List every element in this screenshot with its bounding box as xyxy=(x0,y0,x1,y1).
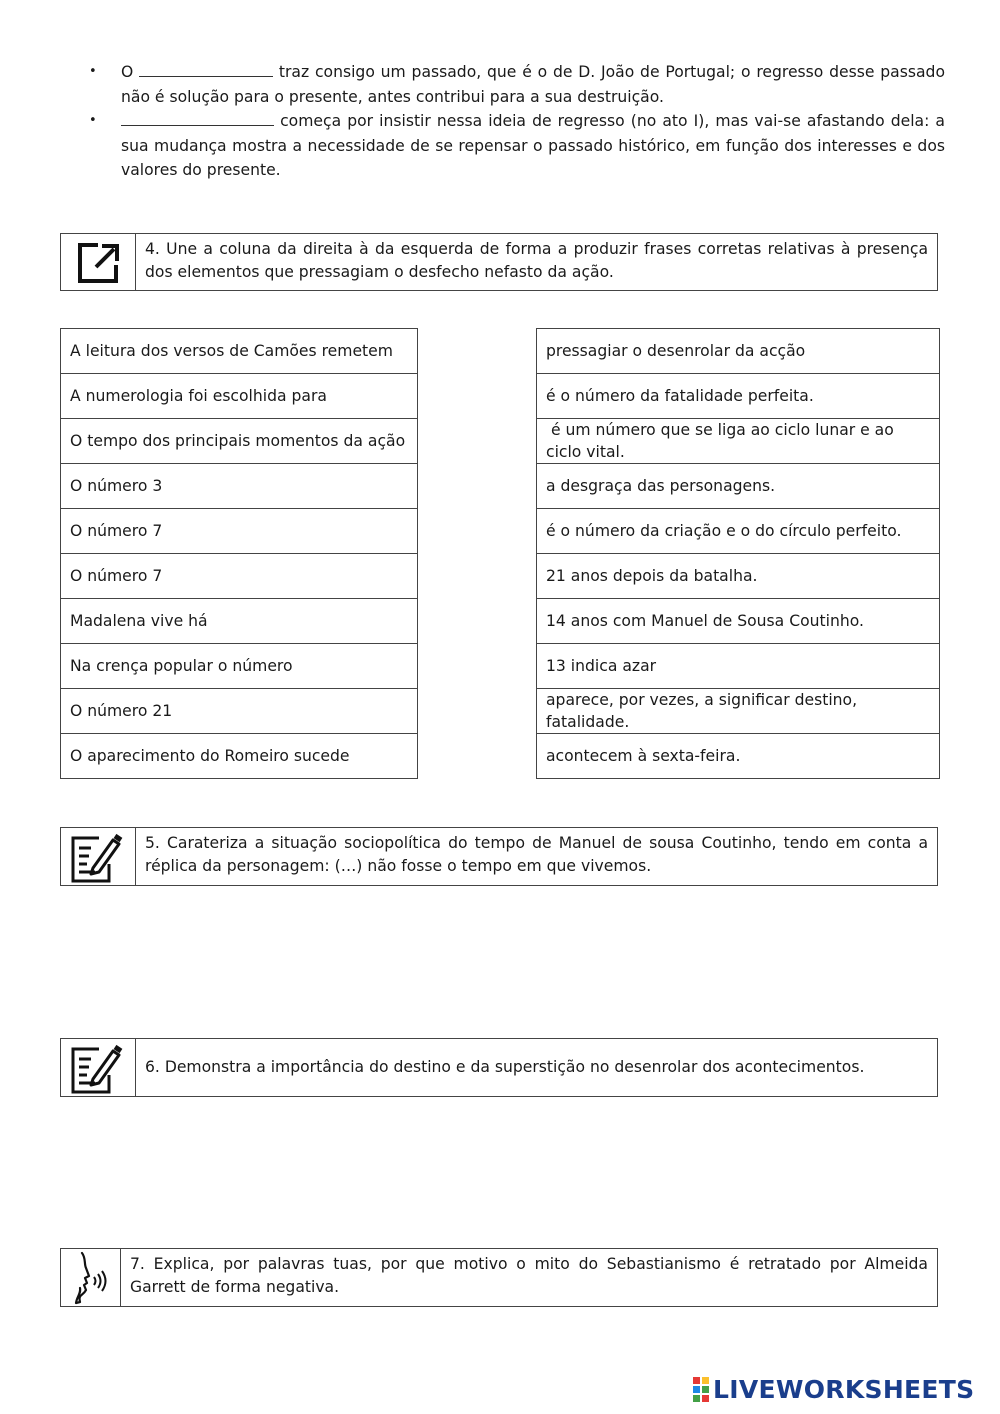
bullet-list xyxy=(85,60,945,183)
match-left-item[interactable]: O aparecimento do Romeiro sucede xyxy=(61,734,418,779)
question-6-box xyxy=(60,1038,938,1097)
matching-left-column xyxy=(60,328,418,779)
external-link-icon xyxy=(61,234,136,290)
match-right-item[interactable]: acontecem à sexta-feira. xyxy=(537,734,940,779)
question-4-text: 4. Une a coluna da direita à da esquerda de forma a produzir frases corretas relativas à presença dos elementos que pressagiam o desfecho nefasto da ação. xyxy=(145,240,928,281)
bullet-dot: • xyxy=(89,64,97,79)
match-right-item[interactable]: aparece, por vezes, a significar destino, fatalidade. xyxy=(537,689,940,734)
match-left-item[interactable]: O número 7 xyxy=(61,509,418,554)
question-6-text: 6. Demonstra a importância do destino e da superstição no desenrolar dos acontecimentos. xyxy=(145,1058,865,1076)
question-7-box xyxy=(60,1248,938,1307)
match-right-item[interactable]: pressagiar o desenrolar da acção xyxy=(537,329,940,374)
question-5-text: 5. Carateriza a situação sociopolítica do tempo de Manuel de sousa Coutinho, tendo em conta a réplica da personagem: (…) não fosse o tempo em que vivemos. xyxy=(145,834,928,875)
match-left-item[interactable]: O número 3 xyxy=(61,464,418,509)
brand-name: LIVEWORKSHEETS xyxy=(713,1375,975,1404)
logo-mark-icon xyxy=(693,1377,709,1402)
match-right-item[interactable]: é um número que se liga ao ciclo lunar e ao ciclo vital. xyxy=(537,419,940,464)
bullet-text-before: O xyxy=(121,63,134,81)
match-left-item[interactable]: Madalena vive há xyxy=(61,599,418,644)
bullet-text-after: começa por insistir nessa ideia de regresso (no ato I), mas vai-se afastando dela: a sua mudança mostra a necessidade de se repensar o passado histórico, em função dos interesses e dos valores do presente. xyxy=(121,112,945,179)
edit-document-icon xyxy=(61,1039,136,1096)
question-5-box xyxy=(60,827,938,886)
match-left-item[interactable]: O número 7 xyxy=(61,554,418,599)
match-right-item[interactable]: 14 anos com Manuel de Sousa Coutinho. xyxy=(537,599,940,644)
question-7-text: 7. Explica, por palavras tuas, por que motivo o mito do Sebastianismo é retratado por Almeida Garrett de forma negativa. xyxy=(130,1255,928,1296)
bullet-item xyxy=(85,60,945,109)
question-4-box xyxy=(60,233,938,291)
match-right-item[interactable]: 13 indica azar xyxy=(537,644,940,689)
speaking-head-icon xyxy=(61,1249,121,1306)
fill-blank-input[interactable] xyxy=(139,60,273,77)
match-right-item[interactable]: a desgraça das personagens. xyxy=(537,464,940,509)
match-left-item[interactable]: O tempo dos principais momentos da ação xyxy=(61,419,418,464)
edit-document-icon xyxy=(61,828,136,885)
match-right-item[interactable]: é o número da criação e o do círculo perfeito. xyxy=(537,509,940,554)
bullet-dot: • xyxy=(89,113,97,128)
bullet-text-after: traz consigo um passado, que é o de D. João de Portugal; o regresso desse passado não é solução para o presente, antes contribui para a sua destruição. xyxy=(121,63,945,106)
match-left-item[interactable]: O número 21 xyxy=(61,689,418,734)
match-right-item[interactable]: é o número da fatalidade perfeita. xyxy=(537,374,940,419)
matching-right-column xyxy=(536,328,940,779)
match-left-item[interactable]: A numerologia foi escolhida para xyxy=(61,374,418,419)
match-left-item[interactable]: Na crença popular o número xyxy=(61,644,418,689)
match-right-item[interactable]: 21 anos depois da batalha. xyxy=(537,554,940,599)
fill-blank-input[interactable] xyxy=(121,109,274,126)
liveworksheets-logo xyxy=(693,1375,974,1404)
match-left-item[interactable]: A leitura dos versos de Camões remetem xyxy=(61,329,418,374)
bullet-item xyxy=(85,109,945,183)
